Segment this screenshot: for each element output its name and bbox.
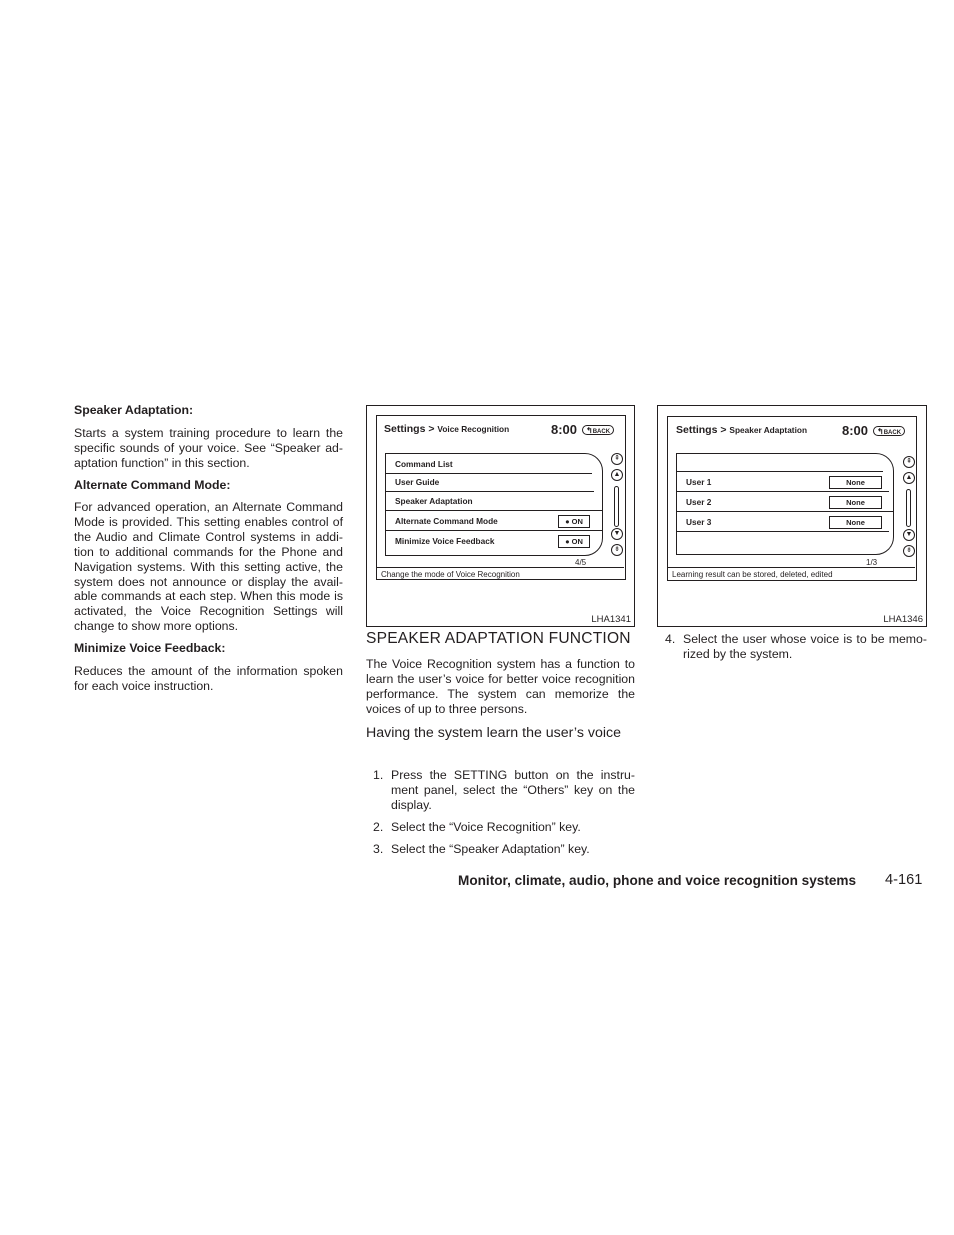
step-4 xyxy=(665,632,927,662)
step-text: Press the SETTING button on the instrument panel, select the “Others” key on the display. xyxy=(391,768,635,812)
minimize-feedback-body: Reduces the amount of the information spoken for each voice instruction. xyxy=(74,664,343,693)
menu-item-command-list[interactable]: Command List xyxy=(386,454,592,474)
alternate-command-body: For advanced operation, an Alternate Command Mode is provided. This setting enables control of the Audio and Climate Control systems in addition to additional commands for the Phone and Navigation systems. With this setting active, the system does not announce or display the available commands at each step. When this mode is activated, the Voice Recognition Settings will change to show more options. xyxy=(74,500,343,634)
section-title: SPEAKER ADAPTATION FUNCTION xyxy=(366,630,631,647)
scroll-up-icon[interactable]: ▲ xyxy=(903,472,915,484)
user-list xyxy=(676,453,894,555)
chapter-footer: Monitor, climate, audio, phone and voice recognition systems xyxy=(458,873,857,888)
step-number: 1. xyxy=(373,768,384,782)
back-arrow-icon: ↰ xyxy=(586,426,593,435)
display-screen xyxy=(667,416,917,581)
scroll-top-icon[interactable]: ⇞ xyxy=(611,453,623,465)
menu-item-alternate-command-mode[interactable]: Alternate Command Mode xyxy=(386,511,602,531)
back-label: BACK xyxy=(883,430,902,436)
screen-title-main: Settings > xyxy=(384,423,435,435)
back-button[interactable] xyxy=(873,426,905,436)
minimize-feedback-on-toggle[interactable]: ● ON xyxy=(558,535,590,548)
status-message: Change the mode of Voice Recognition xyxy=(377,567,624,580)
menu-item-user-guide[interactable]: User Guide xyxy=(386,472,594,492)
step-2 xyxy=(373,820,635,835)
menu-item-speaker-adaptation[interactable]: Speaker Adaptation xyxy=(386,491,602,511)
scroll-top-icon[interactable]: ⇞ xyxy=(903,456,915,468)
page-number: 4-161 xyxy=(885,872,923,888)
figure-speaker-adaptation-screen xyxy=(657,405,927,627)
screen-title xyxy=(676,424,807,436)
user-3-none-button[interactable]: None xyxy=(829,516,882,529)
menu-item-minimize-voice-feedback[interactable]: Minimize Voice Feedback xyxy=(395,536,495,546)
step-number: 2. xyxy=(373,820,384,834)
alternate-command-heading: Alternate Command Mode: xyxy=(74,478,231,492)
section-intro: The Voice Recognition system has a function to learn the user’s voice for better voice recognition performance. The system can memorize the voices of up to three persons. xyxy=(366,657,635,716)
menu-list xyxy=(385,453,603,556)
figure-voice-recognition-settings xyxy=(366,405,635,627)
user-row-1[interactable]: User 1 xyxy=(677,472,889,492)
clock: 8:00 xyxy=(551,422,578,437)
step-number: 4. xyxy=(665,632,676,646)
scroll-up-icon[interactable]: ▲ xyxy=(611,469,623,481)
figure-code: LHA1346 xyxy=(883,614,923,625)
speaker-adaptation-heading: Speaker Adaptation: xyxy=(74,403,194,417)
list-top-divider xyxy=(677,454,883,472)
figure-code: LHA1341 xyxy=(591,614,631,625)
step-text: Select the “Voice Recognition” key. xyxy=(391,820,581,834)
page-indicator: 1/3 xyxy=(866,558,878,567)
subsection-heading: Having the system learn the user’s voice xyxy=(366,725,621,741)
screen-title xyxy=(384,423,509,435)
minimize-feedback-heading: Minimize Voice Feedback: xyxy=(74,641,226,655)
scroll-down-icon[interactable]: ▼ xyxy=(611,528,623,540)
page-indicator: 4/5 xyxy=(575,558,587,567)
speaker-adaptation-body: Starts a system training procedure to learn the specific sounds of your voice. See “Speaker adaptation function” in this section. xyxy=(74,426,343,470)
user-row-3[interactable]: User 3 xyxy=(677,512,889,532)
status-message: Learning result can be stored, deleted, edited xyxy=(668,567,915,580)
back-button[interactable] xyxy=(582,425,614,435)
scroll-bottom-icon[interactable]: ⇟ xyxy=(611,544,623,556)
user-1-none-button[interactable]: None xyxy=(829,476,882,489)
step-1 xyxy=(373,768,635,813)
step-text: Select the user whose voice is to be memorized by the system. xyxy=(683,632,927,661)
user-2-none-button[interactable]: None xyxy=(829,496,882,509)
user-row-2[interactable]: User 2 xyxy=(677,492,893,512)
clock: 8:00 xyxy=(842,423,869,438)
screen-title-sub: Speaker Adaptation xyxy=(729,425,808,435)
display-screen xyxy=(376,415,626,580)
scroll-down-icon[interactable]: ▼ xyxy=(903,529,915,541)
step-number: 3. xyxy=(373,842,384,856)
alternate-command-on-toggle[interactable]: ● ON xyxy=(558,515,590,528)
scroll-bottom-icon[interactable]: ⇟ xyxy=(903,545,915,557)
back-arrow-icon: ↰ xyxy=(877,427,884,436)
step-3 xyxy=(373,842,635,857)
back-label: BACK xyxy=(592,429,611,435)
step-text: Select the “Speaker Adaptation” key. xyxy=(391,842,590,856)
scrollbar-track[interactable] xyxy=(906,489,911,527)
screen-title-sub: Voice Recognition xyxy=(437,424,510,434)
screen-title-main: Settings > xyxy=(676,424,727,436)
scrollbar-track[interactable] xyxy=(614,486,619,527)
